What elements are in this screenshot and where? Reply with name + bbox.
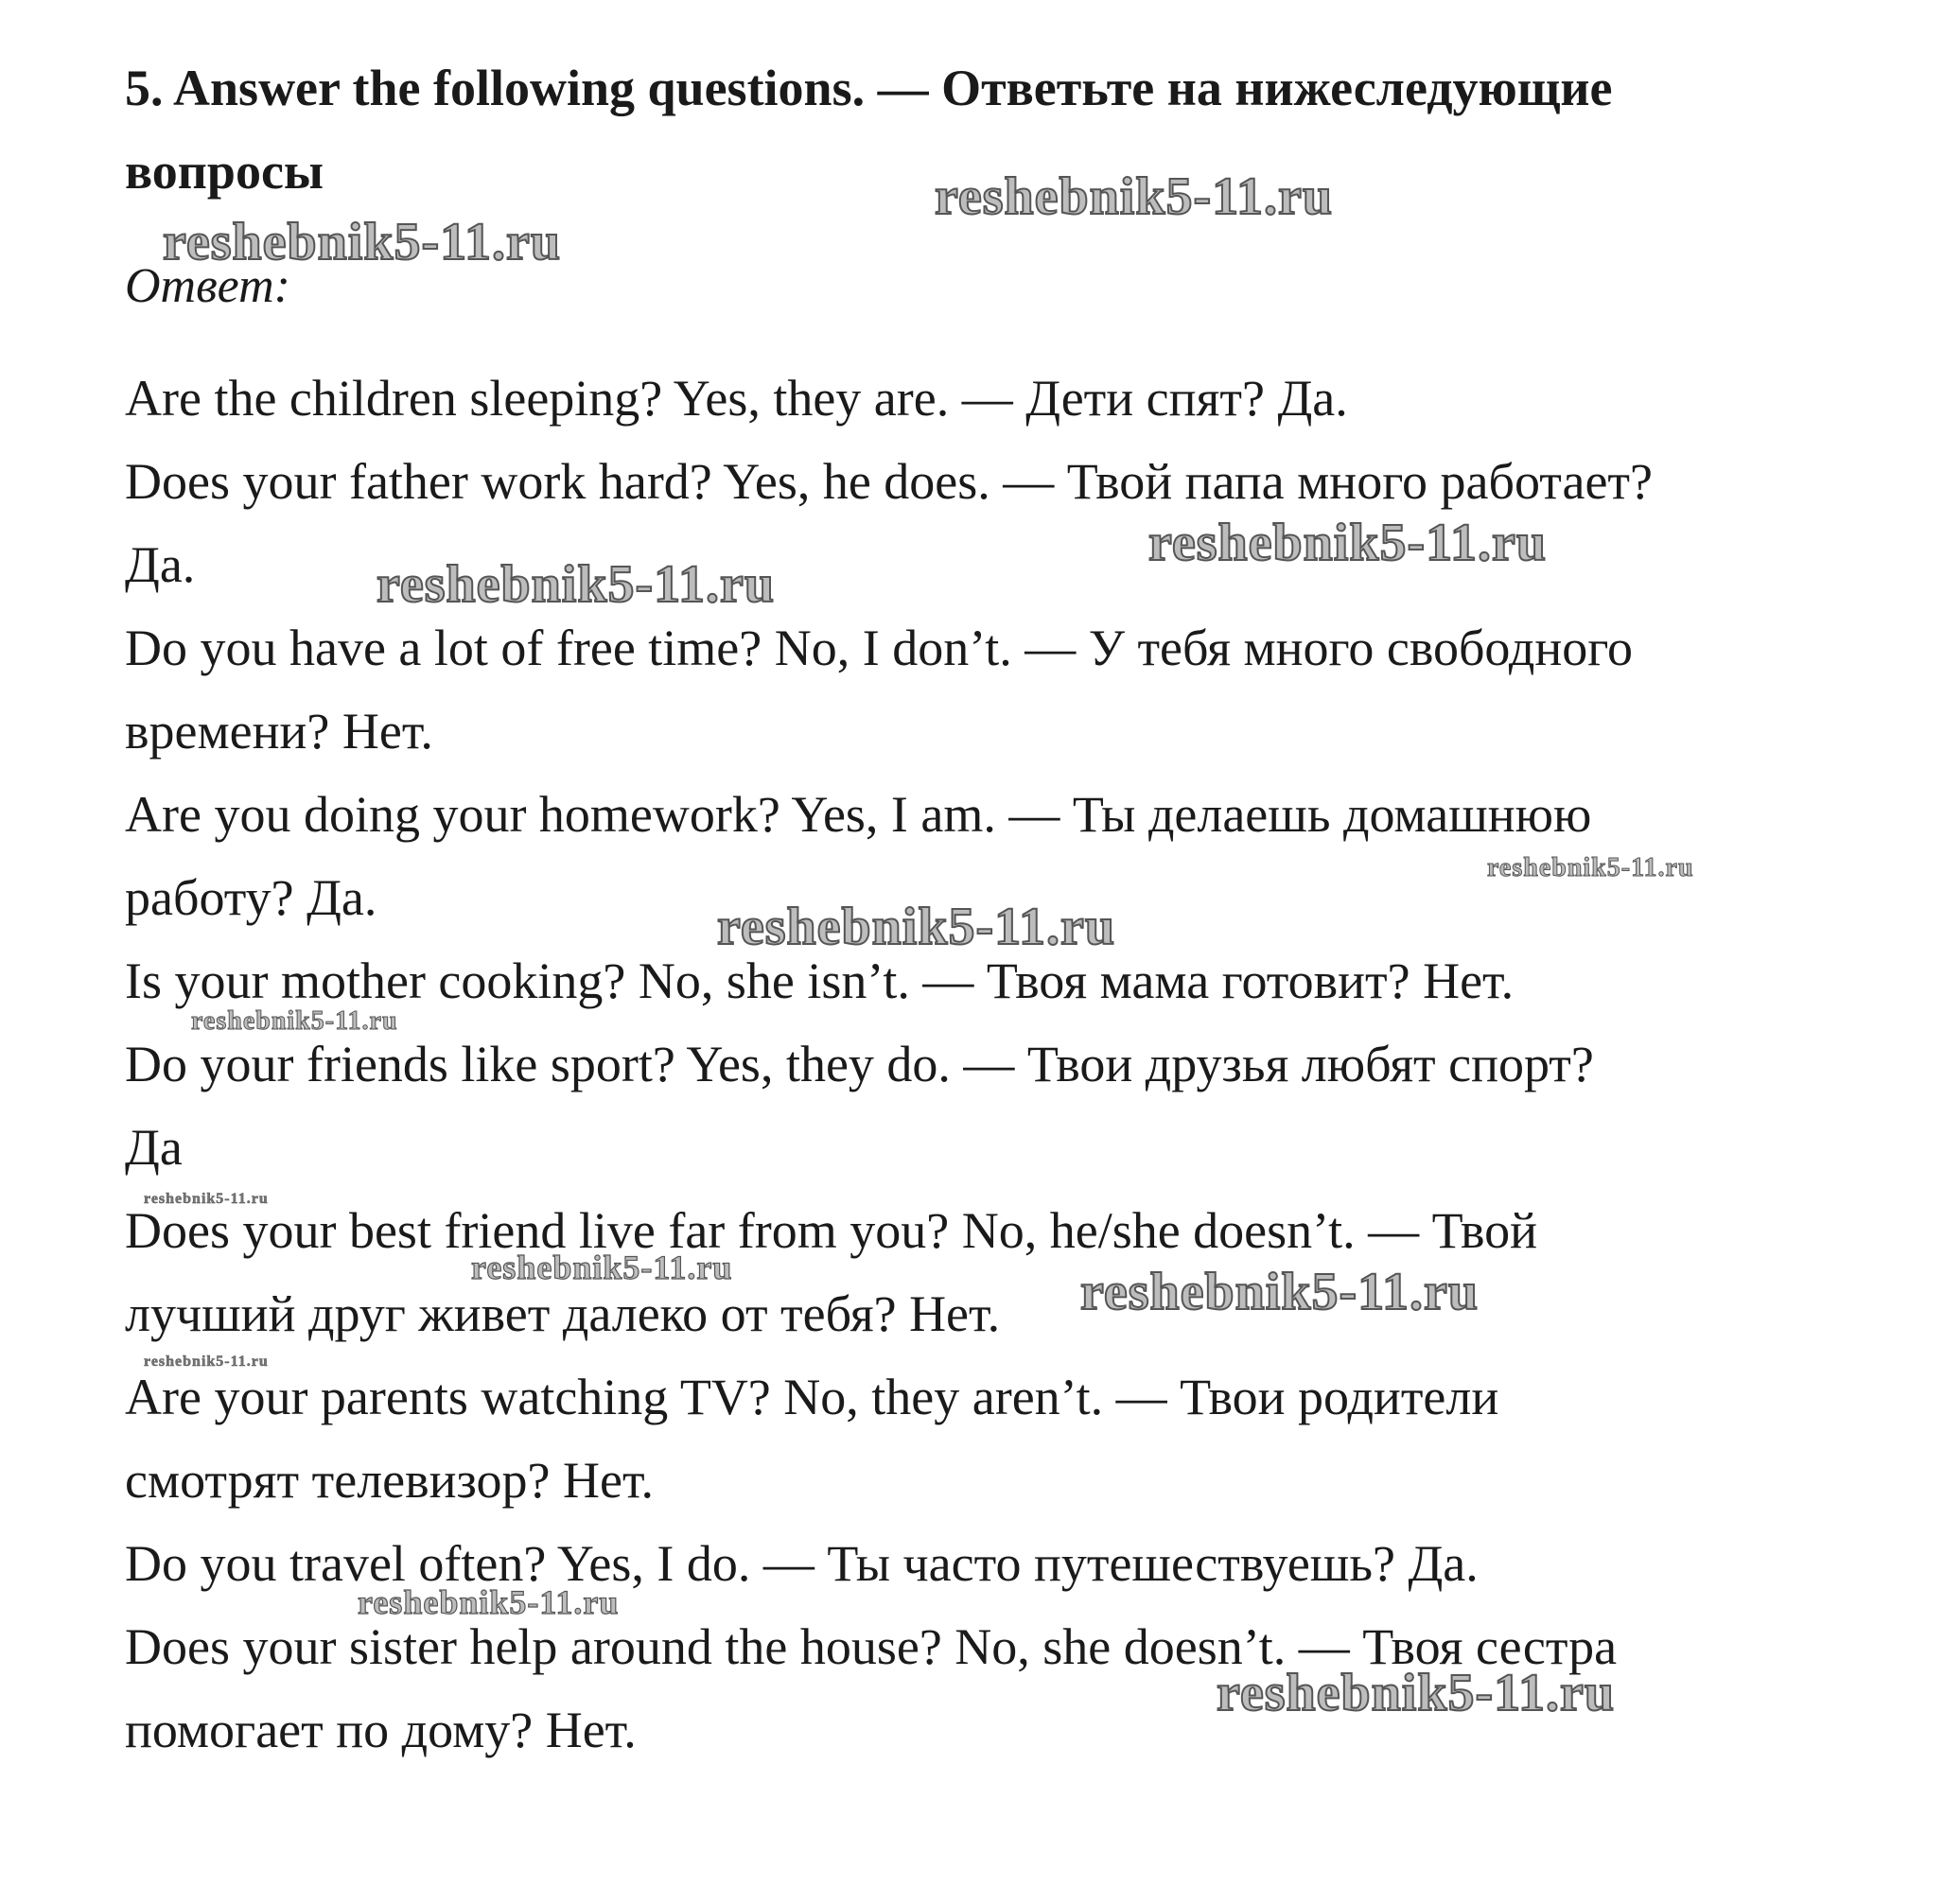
answer-line: смотрят телевизор? Нет.: [125, 1452, 654, 1509]
watermark: reshebnik5-11.ru: [935, 167, 1334, 226]
answer-line: Are you doing your homework? Yes, I am. — Ты делаешь домашнюю: [125, 786, 1592, 843]
answer-line: помогает по дому? Нет.: [125, 1702, 637, 1758]
watermark: reshebnik5-11.ru: [191, 1006, 398, 1036]
answer-line: Да: [125, 1119, 183, 1176]
watermark: reshebnik5-11.ru: [377, 555, 776, 614]
answer-line: Does your father work hard? Yes, he does. — Твой папа много работает?: [125, 453, 1653, 510]
answer-label: Ответ:: [125, 259, 290, 313]
answer-line: Do you have a lot of free time? No, I don’t. — У тебя много свободного: [125, 620, 1634, 676]
watermark: reshebnik5-11.ru: [1487, 853, 1694, 882]
exercise-heading-line-1: 5. Answer the following questions. — Ответьте на нижеследующие: [125, 60, 1613, 116]
answer-line: Are your parents watching TV? No, they aren’t. — Твои родители: [125, 1369, 1499, 1425]
watermark: reshebnik5-11.ru: [144, 1191, 269, 1207]
watermark: reshebnik5-11.ru: [1217, 1664, 1616, 1722]
answer-line: Is your mother cooking? No, she isn’t. — Твоя мама готовит? Нет.: [125, 952, 1515, 1009]
answer-line: Are the children sleeping? Yes, they are. — Дети спят? Да.: [125, 370, 1348, 427]
answer-line: лучший друг живет далеко от тебя? Нет.: [125, 1285, 1001, 1342]
answer-line: Да.: [125, 536, 196, 593]
watermark: reshebnik5-11.ru: [144, 1354, 269, 1370]
answer-line: Do you travel often? Yes, I do. — Ты часто путешествуешь? Да.: [125, 1535, 1479, 1592]
answer-line: Does your sister help around the house? No, she doesn’t. — Твоя сестра: [125, 1618, 1618, 1675]
watermark: reshebnik5-11.ru: [1148, 514, 1548, 572]
watermark: reshebnik5-11.ru: [358, 1583, 620, 1621]
answer-line: Does your best friend live far from you? No, he/she doesn’t. — Твой: [125, 1202, 1537, 1259]
watermark: reshebnik5-11.ru: [471, 1249, 733, 1286]
answer-line: времени? Нет.: [125, 703, 433, 760]
watermark: reshebnik5-11.ru: [717, 898, 1116, 956]
answer-line: работу? Да.: [125, 869, 377, 926]
answer-line: Do your friends like sport? Yes, they do. — Твои друзья любят спорт?: [125, 1036, 1594, 1092]
watermark: reshebnik5-11.ru: [1080, 1263, 1480, 1321]
watermark: reshebnik5-11.ru: [163, 213, 562, 271]
exercise-heading-line-2: вопросы: [125, 143, 324, 200]
